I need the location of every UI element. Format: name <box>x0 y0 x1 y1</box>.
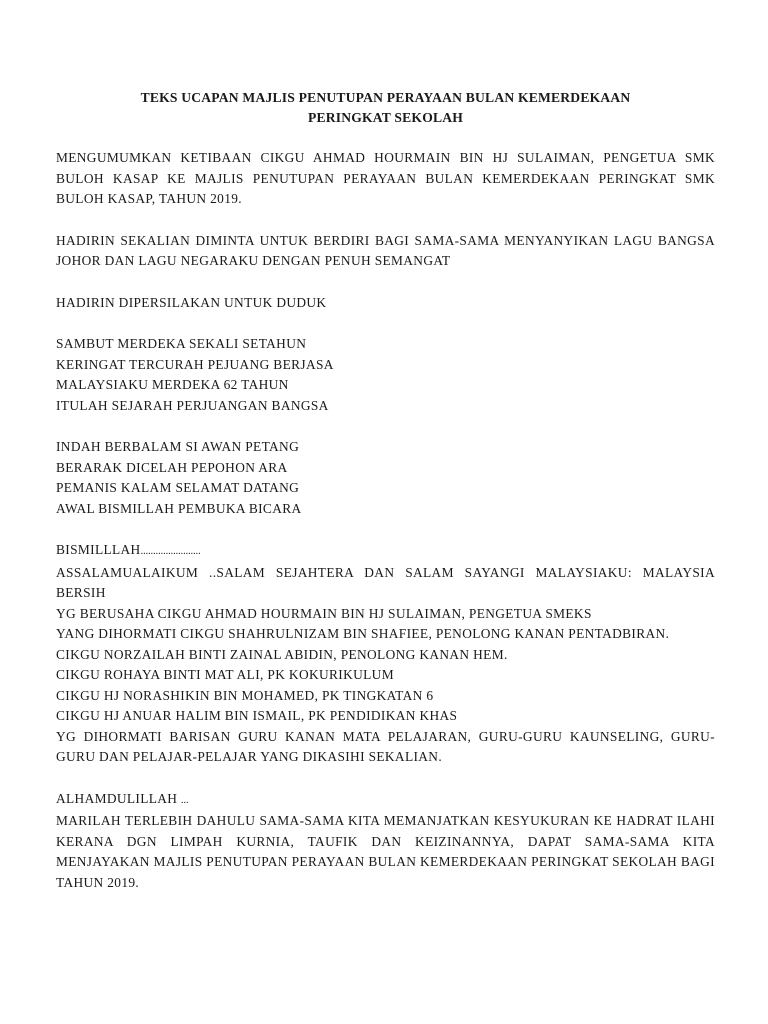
document-title <box>56 88 715 128</box>
alhamdulillah-line <box>56 789 715 812</box>
anthem-text: HADIRIN SEKALIAN DIMINTA UNTUK BERDIRI BAGI SAMA-SAMA MENYANYIKAN LAGU BANGSA JOHOR DAN LAGU NEGARAKU DENGAN PENUH SEMANGAT <box>56 232 715 268</box>
pantun-1-line: SAMBUT MERDEKA SEKALI SETAHUN <box>56 336 307 351</box>
bismillah-line <box>56 540 715 563</box>
pantun-2-line: PEMANIS KALAM SELAMAT DATANG <box>56 480 300 495</box>
paragraph-sit <box>56 293 715 314</box>
pantun-1-line: KERINGAT TERCURAH PEJUANG BERJASA <box>56 356 334 372</box>
greetings-section <box>56 540 715 768</box>
pantun-1 <box>56 334 715 416</box>
alhamdulillah-text: ALHAMDULILLAH <box>56 790 178 806</box>
pantun-2-line: INDAH BERBALAM SI AWAN PETANG <box>56 439 300 454</box>
alhamdulillah-dots: ... <box>181 794 189 806</box>
greeting-line: CIKGU ROHAYA BINTI MAT ALI, PK KOKURIKULUM <box>56 667 394 682</box>
closing-section <box>56 789 715 894</box>
document-page <box>56 88 715 893</box>
bismillah-dots: ........................ <box>140 546 201 557</box>
paragraph-announcement <box>56 148 715 210</box>
greeting-line: CIKGU NORZAILAH BINTI ZAINAL ABIDIN, PENOLONG KANAN HEM. <box>56 646 508 662</box>
pantun-1-line: ITULAH SEJARAH PERJUANGAN BANGSA <box>56 397 329 413</box>
bismillah-text: BISMILLLAH <box>56 542 141 557</box>
pantun-2 <box>56 437 715 519</box>
announcement-text: MENGUMUMKAN KETIBAAN CIKGU AHMAD HOURMAIN BIN HJ SULAIMAN, PENGETUA SMK BULOH KASAP KE MAJLIS PENUTUPAN PERAYAAN BULAN KEMERDEKAAN PERINGKAT SMK BULOH KASAP, TAHUN 2019. <box>56 150 715 206</box>
greeting-line: YG BERUSAHA CIKGU AHMAD HOURMAIN BIN HJ SULAIMAN, PENGETUA SMEKS <box>56 605 592 621</box>
greeting-line: CIKGU HJ NORASHIKIN BIN MOHAMED, PK TINGKATAN 6 <box>56 687 434 703</box>
pantun-2-line: AWAL BISMILLAH PEMBUKA BICARA <box>56 500 302 516</box>
greeting-line: YANG DIHORMATI CIKGU SHAHRULNIZAM BIN SHAFIEE, PENOLONG KANAN PENTADBIRAN. <box>56 626 670 641</box>
salam-text: ASSALAMUALAIKUM ..SALAM SEJAHTERA DAN SALAM SAYANGI MALAYSIAKU: MALAYSIA BERSIH <box>56 564 715 600</box>
greeting-last-text: YG DIHORMATI BARISAN GURU KANAN MATA PELAJARAN, GURU-GURU KAUNSELING, GURU-GURU DAN PELAJAR-PELAJAR YANG DIKASIHI SEKALIAN. <box>56 728 715 764</box>
paragraph-anthem <box>56 231 715 272</box>
closing-text: MARILAH TERLEBIH DAHULU SAMA-SAMA KITA MEMANJATKAN KESYUKURAN KE HADRAT ILAHI KERANA DGN LIMPAH KURNIA, TAUFIK DAN KEIZINANNYA, DAPAT SAMA-SAMA KITA MENJAYAKAN MAJLIS PENUTUPAN PERAYAAN BULAN KEMERDEKAAN PERINGKAT SEKOLAH BAGI TAHUN 2019. <box>56 813 715 890</box>
pantun-2-line: BERARAK DICELAH PEPOHON ARA <box>56 459 288 475</box>
pantun-1-line: MALAYSIAKU MERDEKA 62 TAHUN <box>56 377 289 392</box>
title-line-1: TEKS UCAPAN MAJLIS PENUTUPAN PERAYAAN BULAN KEMERDEKAAN <box>140 90 631 105</box>
sit-text: HADIRIN DIPERSILAKAN UNTUK DUDUK <box>56 294 327 310</box>
title-line-2: PERINGKAT SEKOLAH <box>307 110 464 125</box>
greeting-line: CIKGU HJ ANUAR HALIM BIN ISMAIL, PK PENDIDIKAN KHAS <box>56 708 458 723</box>
